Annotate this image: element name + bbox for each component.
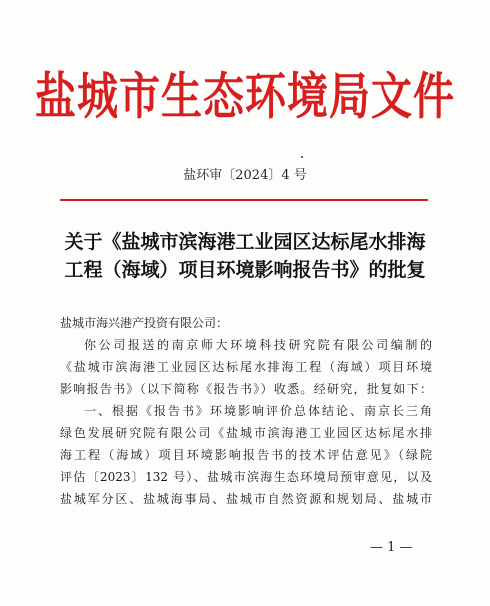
paragraph-1-line: 《盐城市滨海港工业园区达标尾水排海工程（海域）项目环境 bbox=[60, 360, 432, 374]
document-title bbox=[50, 228, 440, 284]
paragraph-2-line: 评估〔2023〕132 号）、盐城市滨海生态环境局预审意见，以及 bbox=[60, 470, 432, 484]
paragraph-1-line: 影响报告书》（以下简称《报告书》）收悉。经研究，批复如下： bbox=[60, 382, 432, 396]
paragraph-2-line: 一、根据《报告书》环境影响评价总体结论、南京长三角 bbox=[84, 404, 432, 418]
paragraph-2-line: 绿色发展研究院有限公司《盐城市滨海港工业园区达标尾水排 bbox=[60, 426, 432, 440]
document-body bbox=[60, 312, 432, 510]
document-title-line-2: 工程（海域）项目环境影响报告书》的批复 bbox=[64, 259, 426, 281]
document-title-line-1: 关于《盐城市滨海港工业园区达标尾水排海 bbox=[64, 231, 426, 253]
paragraph-2-line: 海工程（海域）项目环境影响报告书的技术评估意见》（绿院 bbox=[60, 448, 432, 462]
page-number: — 1 — bbox=[370, 540, 413, 555]
red-divider-rule bbox=[60, 199, 428, 201]
document-number: 盐环审〔2024〕4 号 bbox=[183, 168, 307, 183]
organization-header: 盐城市生态环境局文件 bbox=[35, 67, 455, 126]
stamp-dot bbox=[301, 156, 303, 158]
paragraph-2-line: 盐城军分区、盐城海事局、盐城市自然资源和规划局、盐城市 bbox=[60, 492, 432, 506]
paragraph-1-line: 你公司报送的南京师大环境科技研究院有限公司编制的 bbox=[84, 338, 432, 352]
addressee: 盐城市海兴港产投资有限公司： bbox=[60, 316, 229, 330]
